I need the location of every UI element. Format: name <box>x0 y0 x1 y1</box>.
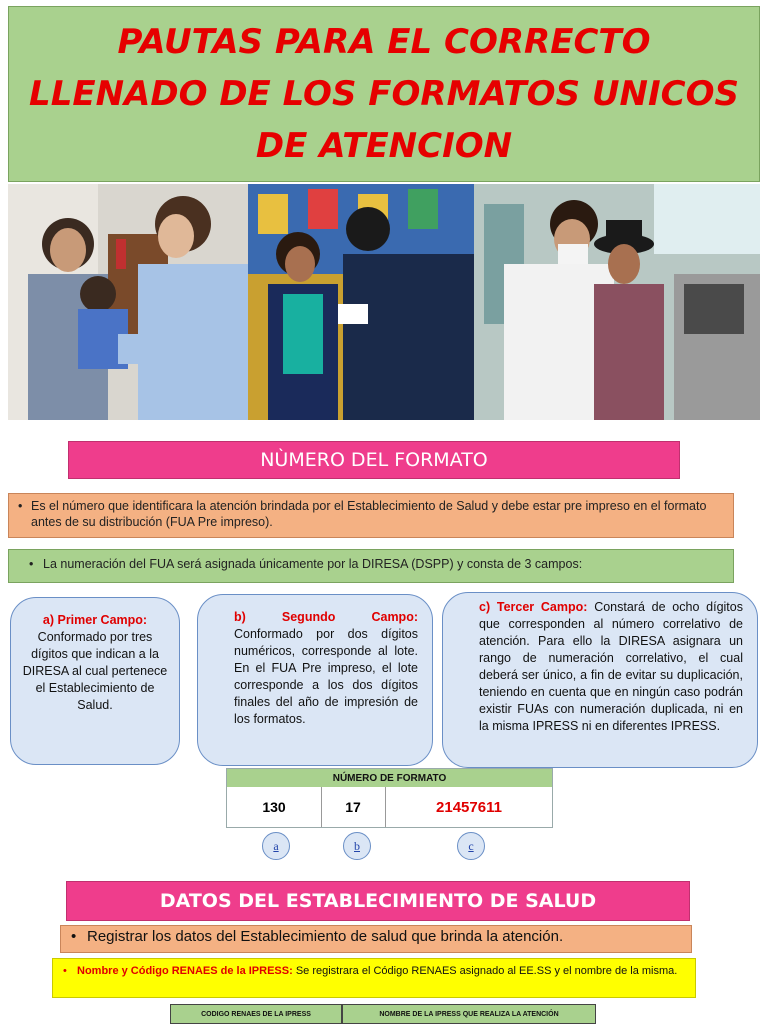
label-c-link[interactable]: c <box>457 832 485 860</box>
bullet-bold-text: Nombre y Código RENAES de la IPRESS: <box>77 965 293 977</box>
title-banner <box>8 6 760 182</box>
photo-nurse-child <box>8 184 248 420</box>
cell-segundo-campo: 17 <box>321 787 386 827</box>
bullet-icon: • <box>18 499 23 513</box>
field-title: c) Tercer Campo: <box>479 600 588 614</box>
bullet-text: Registrar los datos del Establecimiento de salud que brinda la atención. <box>87 928 564 945</box>
photo-vaccination <box>248 184 474 420</box>
bullet-icon: • <box>63 965 67 977</box>
table-header-codigo-renaes: CODIGO RENAES DE LA IPRESS <box>170 1004 342 1024</box>
bullet-definition <box>8 493 734 538</box>
section-header-numero-formato: NÙMERO DEL FORMATO <box>68 441 680 479</box>
bullet-text: Es el número que identificara la atención brindada por el Establecimiento de Salud y debe estar pre impreso en el formato antes de su distribución (FUA Pre impreso). <box>31 499 707 529</box>
field-box-primer-campo <box>10 597 180 765</box>
field-text: Conformado por tres dígitos que indican a la DIRESA al cual pertenece el Establecimiento de Salud. <box>22 630 168 712</box>
field-title: b) Segundo Campo: <box>234 610 418 624</box>
field-box-tercer-campo <box>442 592 758 768</box>
field-text: Conformado por dos dígitos numéricos, corresponde al lote. En el FUA Pre impreso, el lote corresponde a los dos dígitos finales del año de impresión de los formatos. <box>234 627 418 726</box>
label-a-link[interactable]: a <box>262 832 290 860</box>
section-header-datos-establecimiento: DATOS DEL ESTABLECIMIENTO DE SALUD <box>66 881 690 921</box>
bullet-numeracion <box>8 549 734 583</box>
cell-tercer-campo: 21457611 <box>436 798 502 816</box>
label-b-link[interactable]: b <box>343 832 371 860</box>
bullet-text: Se registrara el Código RENAES asignado al EE.SS y el nombre de la misma. <box>292 965 678 977</box>
field-title: a) Primer Campo: <box>42 613 148 627</box>
field-text: Constará de ocho dígitos que corresponden al número correlativo de atención. Para ello la DIRESA asignara un rango de numeración correlativo, el cual deberá ser único, a fin de evitar su duplicación, teniendo en cuenta que en ningún caso podrán existir FUAs con numeración duplicada, ni en la misma IPRESS ni en diferentes IPRESS. <box>479 600 743 733</box>
table-header-nombre-ipress: NOMBRE DE LA IPRESS QUE REALIZA LA ATENCIÓN <box>342 1004 596 1024</box>
bullet-registrar <box>60 925 692 953</box>
bullet-text: La numeración del FUA será asignada únicamente por la DIRESA (DSPP) y consta de 3 campos: <box>43 557 583 571</box>
table-header: NÚMERO DE FORMATO <box>227 769 552 787</box>
bullet-icon: • <box>29 557 34 571</box>
cell-primer-campo: 130 <box>227 787 322 827</box>
field-box-segundo-campo <box>197 594 433 766</box>
bullet-icon: • <box>71 928 77 945</box>
photo-health-worker <box>474 184 760 420</box>
page-title: PAUTAS PARA EL CORRECTO LLENADO DE LOS FORMATOS UNICOS DE ATENCION <box>29 22 739 166</box>
bullet-renaes <box>52 958 696 998</box>
numero-formato-table <box>226 768 553 828</box>
